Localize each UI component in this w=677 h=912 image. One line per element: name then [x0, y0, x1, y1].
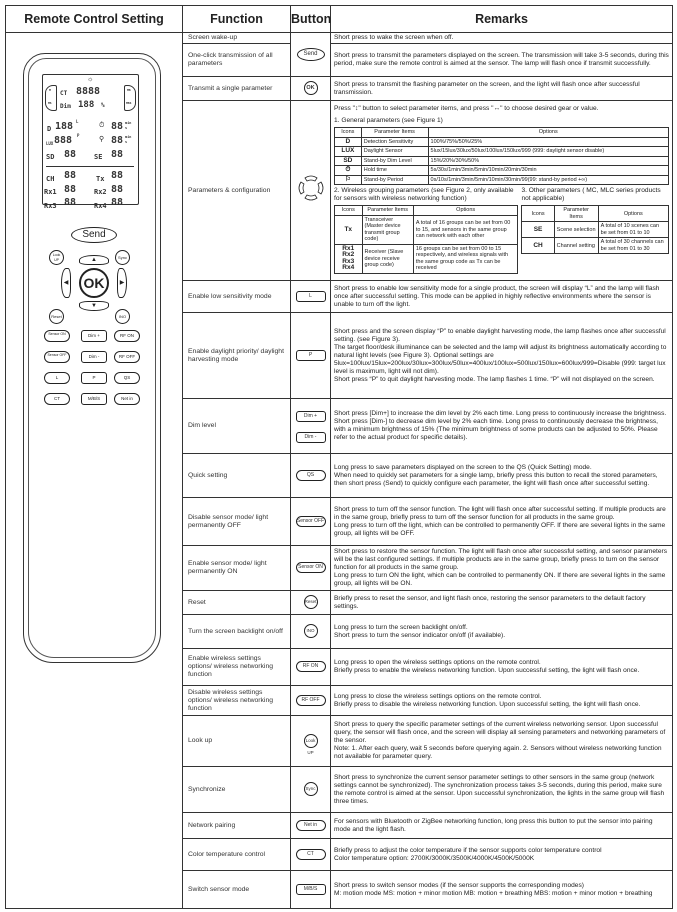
ct-button[interactable]: CT — [296, 849, 326, 860]
function-label: Look up — [183, 716, 291, 767]
sensor-off-button[interactable]: Sensor OFF — [296, 516, 326, 527]
param-icon: LUX — [335, 147, 362, 157]
remark-text: Press "↕" button to select parameter items, and press "↔" to choose desired gear or value. — [334, 105, 599, 113]
button-cell — [291, 101, 331, 281]
remark-text: Briefly press to disable the wireless networking function. Upon successful setting, the light will flash once. — [334, 700, 641, 708]
lcd-tx: Tx — [96, 175, 105, 183]
param-item: Channel setting — [554, 238, 598, 254]
function-label: Enable daylight priority/ daylight harvesting mode — [183, 313, 291, 399]
param-options: 15%/20%/30%/50% — [428, 156, 668, 166]
button-cell — [291, 454, 331, 498]
net-in-button[interactable]: Net in — [296, 820, 326, 831]
look-up-button[interactable]: Look UP — [304, 734, 318, 748]
remark-text: Long press to turn the screen backlight on/off. — [334, 623, 468, 631]
param-item: Scene selection — [554, 222, 598, 238]
remarks — [331, 498, 673, 546]
lcd-divider — [46, 166, 134, 167]
lcd-pct: % — [101, 102, 105, 109]
sun-icon: ☼ — [87, 76, 94, 83]
lcd-mb: MB — [127, 88, 131, 92]
down-arrow-button[interactable]: ▼ — [79, 301, 109, 311]
sub-row — [335, 156, 669, 166]
sub-header-row — [335, 128, 669, 138]
left-arrow-button[interactable]: ◀ — [61, 268, 71, 298]
remark-text: Short press to transmit the flashing parameter on the screen, and the light will flash once after successful transmission. — [334, 80, 640, 96]
param-item: Transceiver (Master device transmit group code) — [362, 215, 413, 244]
button-cell — [291, 498, 331, 546]
remark-text: Briefly press to reset the sensor, and light flash once, restoring the sensor parameters to the default factory settings. — [334, 594, 646, 610]
remarks — [331, 33, 673, 44]
remark-text: Briefly press to enable the wireless networking function. Upon successful setting, the light will flash once. — [334, 667, 640, 674]
remark-text: Short press to enable low sensitivity mode for a single product, the screen will display “L” and the lamp will flash once after successful setting. This mode can be applied in highly reflective environments where the sensor is unable to turn off the light. — [334, 284, 660, 308]
param-icon: D — [335, 137, 362, 147]
function-label: One-click transmission of all parameters — [183, 44, 291, 77]
mbs-button[interactable]: M/B/S — [81, 393, 107, 405]
remarks — [331, 101, 673, 281]
function-label: Transmit a single parameter — [183, 77, 291, 101]
lcd-se: SE — [94, 153, 103, 161]
rf-off-button[interactable]: RF OFF — [114, 351, 140, 363]
lcd-sd-val: 88 — [64, 149, 77, 160]
general-params-table — [334, 127, 669, 185]
param-icon: SD — [335, 156, 362, 166]
lcd-rx4: Rx4 — [94, 202, 107, 210]
lcd-tx-val: 88 — [111, 170, 124, 181]
remarks — [331, 454, 673, 498]
button-cell — [291, 813, 331, 839]
function-label: Reset — [183, 591, 291, 615]
lcd-period-val: 88 — [111, 135, 124, 146]
sub-row — [522, 222, 669, 238]
clock-icon: ⏱ — [99, 122, 105, 129]
remark-text: Short press to restore the sensor function. The light will flash once after successful setting, and sensor parameters will be the last configured settings. If multiple products are in the same group, briefly press to turn on the sensor function for all products in the same group. — [334, 548, 668, 571]
sub-header-row — [522, 206, 669, 222]
function-label: Enable low sensitivity mode — [183, 281, 291, 313]
remarks — [331, 591, 673, 615]
lcd-mbs: MBS — [126, 101, 132, 105]
param-item: Receiver (Slave device receive group code) — [362, 244, 413, 273]
sub-row — [522, 238, 669, 254]
remark-text: Short press to turn the sensor indicator on/off (if available). — [334, 631, 506, 639]
param-icon: SE — [522, 222, 554, 238]
sub-row — [335, 215, 518, 244]
param-icon: ⚐ — [335, 175, 362, 185]
button-cell — [291, 281, 331, 313]
lcd-ct-val: 8888 — [76, 86, 101, 97]
button-cell — [291, 871, 331, 909]
sub-header-row — [335, 206, 518, 216]
sub-header: Icons — [335, 206, 363, 216]
lcd-ct: CT — [60, 90, 68, 97]
param-icon: ⏱ — [335, 166, 362, 176]
param-options: A total of 16 groups can be set from 00 to 15, and sensors in the same group can network with each other — [413, 215, 518, 244]
param-icon: Rx1 Rx2 Rx3 Rx4 — [335, 244, 363, 273]
lcd-dim: Dim — [60, 103, 71, 110]
param-item: Hold time — [361, 166, 428, 176]
remarks — [331, 686, 673, 716]
remark-text: Short press and the screen display “P” to enable daylight harvesting mode, the lamp flashes once after successful setting. (see Figure 3). — [334, 327, 666, 343]
remarks — [331, 649, 673, 686]
other-params-title: 3. Other parameters ( MC, MLC series products not applicable) — [521, 187, 661, 203]
function-label: Enable wireless settings options/ wireless networking function — [183, 649, 291, 686]
remark-text: Long press to open the wireless settings options on the remote control. — [334, 659, 541, 666]
button-cell — [291, 839, 331, 871]
lcd-l: L — [76, 119, 79, 124]
remarks — [331, 77, 673, 101]
rf-on-button[interactable]: RF ON — [114, 330, 140, 342]
remark-text: Short press to switch sensor modes (if the sensor supports the corresponding modes) — [334, 881, 584, 889]
remarks — [331, 281, 673, 313]
function-label: Switch sensor mode — [183, 871, 291, 909]
lcd-ms: MS — [48, 101, 52, 105]
sync-button[interactable]: Sync — [115, 250, 130, 265]
param-item: Stand-by Period — [361, 175, 428, 185]
lcd-rx2-val: 88 — [111, 184, 124, 195]
button-cell — [291, 615, 331, 649]
sub-row — [335, 244, 518, 273]
sensor-on-button[interactable]: Sensor ON — [296, 562, 326, 573]
sub-header: Options — [598, 206, 668, 222]
param-options: 100%/75%/50%/25% — [428, 137, 668, 147]
lcd-ch-val: 88 — [64, 170, 77, 181]
lcd-rx3-val: 88 — [64, 197, 77, 208]
p-button[interactable]: P — [81, 372, 107, 384]
function-label: Synchronize — [183, 767, 291, 813]
remote-settings-table — [5, 5, 673, 909]
other-params-table — [521, 205, 669, 254]
sensor-off-button[interactable]: Sensor OFF — [44, 351, 70, 363]
button-cell — [291, 399, 331, 454]
lcd-se-val: 88 — [111, 149, 124, 160]
direction-pad-icon[interactable] — [296, 173, 326, 203]
lcd-rx1-val: 88 — [64, 184, 77, 195]
function-label: Disable sensor mode/ light permanently OFF — [183, 498, 291, 546]
remark-text: Color temperature option: 2700K/3000K/3500K/4000K/4500K/5000K — [334, 854, 535, 862]
button-cell — [291, 77, 331, 101]
function-label: Turn the screen backlight on/off — [183, 615, 291, 649]
remark-text: Short press to synchronize the current sensor parameter settings to other sensors in the same group (network settings cannot be synchronized). The synchronization process takes 3-5 seconds, during this period, make sure the remote control is aimed at the sensor. Upon successful synchronization, the lights in the same group will flash three times. — [334, 773, 665, 805]
remarks — [331, 813, 673, 839]
function-label: Enable sensor mode/ light permanently ON — [183, 546, 291, 591]
remote-illustration — [6, 33, 183, 909]
sub-row — [335, 147, 669, 157]
param-options: 5s/30s/1min/3min/5min/10min/20min/30min — [428, 166, 668, 176]
lcd-period-min: min — [125, 135, 132, 139]
function-label: Parameters & configuration — [183, 101, 291, 281]
sub-row — [335, 175, 669, 185]
lcd-hold-val: 88 — [111, 121, 124, 132]
sub-header: Icons — [522, 206, 554, 222]
button-cell — [291, 716, 331, 767]
dim--button[interactable]: Dim + — [296, 411, 326, 422]
function-label: Disable wireless settings options/ wireless networking function — [183, 686, 291, 716]
header-row — [6, 6, 673, 33]
param-options: 5lux/15lux/30lux/50lux/100lux/150lux/999 (999: daylight sensor disable) — [428, 147, 668, 157]
param-options: A total of 10 scenes can be set from 01 to 10 — [598, 222, 668, 238]
ok-button[interactable]: OK — [79, 268, 109, 298]
rf-off-button[interactable]: RF OFF — [296, 695, 326, 706]
sub-row — [335, 166, 669, 176]
remarks — [331, 44, 673, 77]
sensor-on-button[interactable]: Sensor ON — [44, 330, 70, 342]
header-function: Function — [183, 6, 291, 33]
lcd-hold-min: min — [125, 121, 132, 125]
param-icon: CH — [522, 238, 554, 254]
remark-text: Short press “P” to quit daylight harvesting mode. The lamp flashes 1 time. “P” will not displayed on the screen. — [334, 375, 655, 383]
ct-button[interactable]: CT — [44, 393, 70, 405]
param-subtables — [334, 187, 669, 276]
sync-button[interactable]: Sync — [304, 782, 318, 796]
param-item: Detection Sensitivity — [361, 137, 428, 147]
lcd-period-s: s — [125, 140, 128, 144]
param-options: A total of 30 channels can be set from 01 to 30 — [598, 238, 668, 254]
l-button[interactable]: L — [44, 372, 70, 384]
up-arrow-button[interactable]: ▲ — [79, 255, 109, 265]
remark-text: Short press [Dim+] to increase the dim level by 2% each time. Long press to continuously increase the brightness. — [334, 410, 667, 417]
lookup-button[interactable]: Look UP — [49, 250, 64, 265]
remark-text: Short press to wake the screen when off. — [334, 34, 454, 41]
remark-text: Note: 1. After each query, wait 5 seconds before querying again. 2. Sensors without wireless networking function not available for parameter query. — [334, 745, 662, 760]
right-arrow-button[interactable]: ▶ — [117, 268, 127, 298]
param-options: 0s/10s/1min/3min/5min/10min/30min/99(99: stand-by period +∞) — [428, 175, 668, 185]
l-button[interactable]: L — [296, 291, 326, 302]
send-button[interactable]: Send — [71, 227, 117, 243]
wireless-params-title: 2. Wireless grouping parameters (see Figure 2, only available for sensors with wireless networking function) — [334, 187, 514, 203]
lcd-lux-val: 888 — [54, 135, 73, 146]
remark-text: When need to quickly set parameters for a single lamp, briefly press this button to recall the stored parameters, then short press (Send) to quickly configure each parameter, the light will flash once after successful setting. — [334, 471, 658, 487]
button-cell — [291, 767, 331, 813]
remark-text: Long press to save parameters displayed on the screen to the QS (Quick Setting) mode. — [334, 463, 592, 471]
function-label: Quick setting — [183, 454, 291, 498]
standby-icon: ⚲ — [99, 136, 105, 143]
button-cell — [291, 686, 331, 716]
remark-text: Long press to turn off the light, which can be controlled to permanently OFF. If there are several lights in the same group, all lights will be OFF. — [334, 521, 666, 537]
sub-header: Parameter Items — [362, 206, 413, 216]
dim-minus-button[interactable]: Dim - — [296, 432, 326, 443]
sub-row — [335, 137, 669, 147]
remarks — [331, 767, 673, 813]
ino-button[interactable]: INO — [304, 624, 318, 638]
button-cell — [291, 313, 331, 399]
remarks — [331, 871, 673, 909]
lcd-mode-left — [45, 85, 57, 111]
lcd-dim-val: 188 — [78, 100, 95, 110]
ok-button[interactable]: OK — [304, 81, 318, 95]
header-remote: Remote Control Setting — [6, 6, 183, 33]
button-cell — [291, 649, 331, 686]
remarks — [331, 839, 673, 871]
reset-button[interactable]: Reset — [49, 309, 64, 324]
send-button[interactable]: Send — [297, 48, 325, 61]
remark-text: Short press to query the specific parameter settings of the current wireless networking sensor. Upon successful query, the sensor will flash once, and the screen will display all sensing parameters and networking parameters of the sensor. — [334, 721, 666, 744]
remarks — [331, 399, 673, 454]
button-cell — [291, 33, 331, 77]
qs-button[interactable]: QS — [296, 470, 326, 481]
lcd-d-val: 188 — [55, 121, 74, 132]
p-button[interactable]: P — [296, 350, 326, 361]
lcd-rx1: Rx1 — [44, 188, 57, 196]
netin-button[interactable]: Net in — [114, 393, 140, 405]
remark-text: Long press to turn ON the light, which can be controlled to permanently ON. If there are several lights in the same group, all lights will be ON. — [334, 572, 666, 587]
sub-header: Options — [428, 128, 668, 138]
button-cell — [291, 591, 331, 615]
lcd-rx4-val: 88 — [111, 197, 124, 208]
lcd-sd: SD — [46, 153, 55, 161]
lcd-p: P — [77, 133, 80, 138]
remark-text: Briefly press to adjust the color temperature if the sensor supports color temperature control — [334, 846, 602, 854]
remarks — [331, 716, 673, 767]
remarks — [331, 313, 673, 399]
lcd-lux: LUX — [46, 141, 54, 146]
other-params — [521, 187, 669, 276]
remarks — [331, 615, 673, 649]
ino-button[interactable]: INO — [115, 309, 130, 324]
wireless-params — [334, 187, 518, 276]
reset-button[interactable]: Reset — [304, 595, 318, 609]
rf-on-button[interactable]: RF ON — [296, 661, 326, 672]
remarks — [331, 546, 673, 591]
remark-text: The target floor/desk illuminance can be selected and the lamp will adjust its brightness automatically according to natural light levels (see Figure 3). Optional settings are 5lux=100lux/15lux=200lux/30lux=300lux/50lux=400lux/100lux=500lux/150lux=600lux/999=Disable (999: target lux level is maximum, light will not dim). — [334, 343, 667, 375]
lcd-rx3: Rx3 — [44, 202, 57, 210]
lcd-m: M — [49, 88, 51, 92]
sub-header: Options — [413, 206, 518, 216]
param-item: Daylight Sensor — [361, 147, 428, 157]
qs-button[interactable]: QS — [114, 372, 140, 384]
dim-minus-button[interactable]: Dim - — [81, 351, 107, 363]
param-item: Stand-by Dim Level — [361, 156, 428, 166]
param-options: 16 groups can be set from 00 to 15 respectively, and wireless signals with the same group code as Tx can be received — [413, 244, 518, 273]
remark-text: Short press to transmit the parameters displayed on the screen. The transmission will take 3-5 seconds, during this period, make sure the remote control is aimed at the sensor. The lamp will flash once if transmit successfully. — [334, 52, 669, 67]
wireless-params-table — [334, 205, 518, 274]
remark-text: Short press [Dim-] to decrease dim level by 2% each time. Long press to continuously decrease the brightness, with a minimum brightness of 15% (The minimum brightness of some products can be adjusted to 50%. Please refer to the actual product for specific details). — [334, 418, 658, 441]
sub-header: Parameter Items — [361, 128, 428, 138]
function-label: Network pairing — [183, 813, 291, 839]
lcd-hold-s: s — [125, 126, 128, 130]
sub-header: Icons — [335, 128, 362, 138]
remark-text: For sensors with Bluetooth or ZigBee networking function, long press this button to put the sensor into pairing mode and the light flash. — [334, 817, 653, 833]
lcd-rx2: Rx2 — [94, 188, 107, 196]
remark-text: M: motion mode MS: motion + minor motion MB: motion + breathing MBS: motion + minor motion + breathing — [334, 889, 653, 897]
function-label: Screen wake-up — [183, 33, 291, 44]
remark-text: Short press to turn off the sensor function. The light will flash once after successful setting. If multiple products are in the same group, briefly press to turn off the sensor function for all products in the same group. — [334, 505, 666, 521]
m-b-s-button[interactable]: M/B/S — [296, 884, 326, 895]
param-icon: Tx — [335, 215, 363, 244]
dim-plus-button[interactable]: Dim + — [81, 330, 107, 342]
function-label: Dim level — [183, 399, 291, 454]
remark-text: Long press to close the wireless settings options on the remote control. — [334, 692, 542, 700]
header-button: Button — [291, 6, 331, 33]
sub-header: Parameter Items — [554, 206, 598, 222]
button-cell — [291, 546, 331, 591]
remote-drawing — [6, 33, 182, 401]
general-params-title: 1. General parameters (see Figure 1) — [334, 117, 443, 125]
header-remarks: Remarks — [331, 6, 673, 33]
lcd-ch: CH — [46, 175, 55, 183]
table-row — [6, 33, 673, 44]
lcd-d: D — [47, 125, 52, 133]
function-label: Color temperature control — [183, 839, 291, 871]
